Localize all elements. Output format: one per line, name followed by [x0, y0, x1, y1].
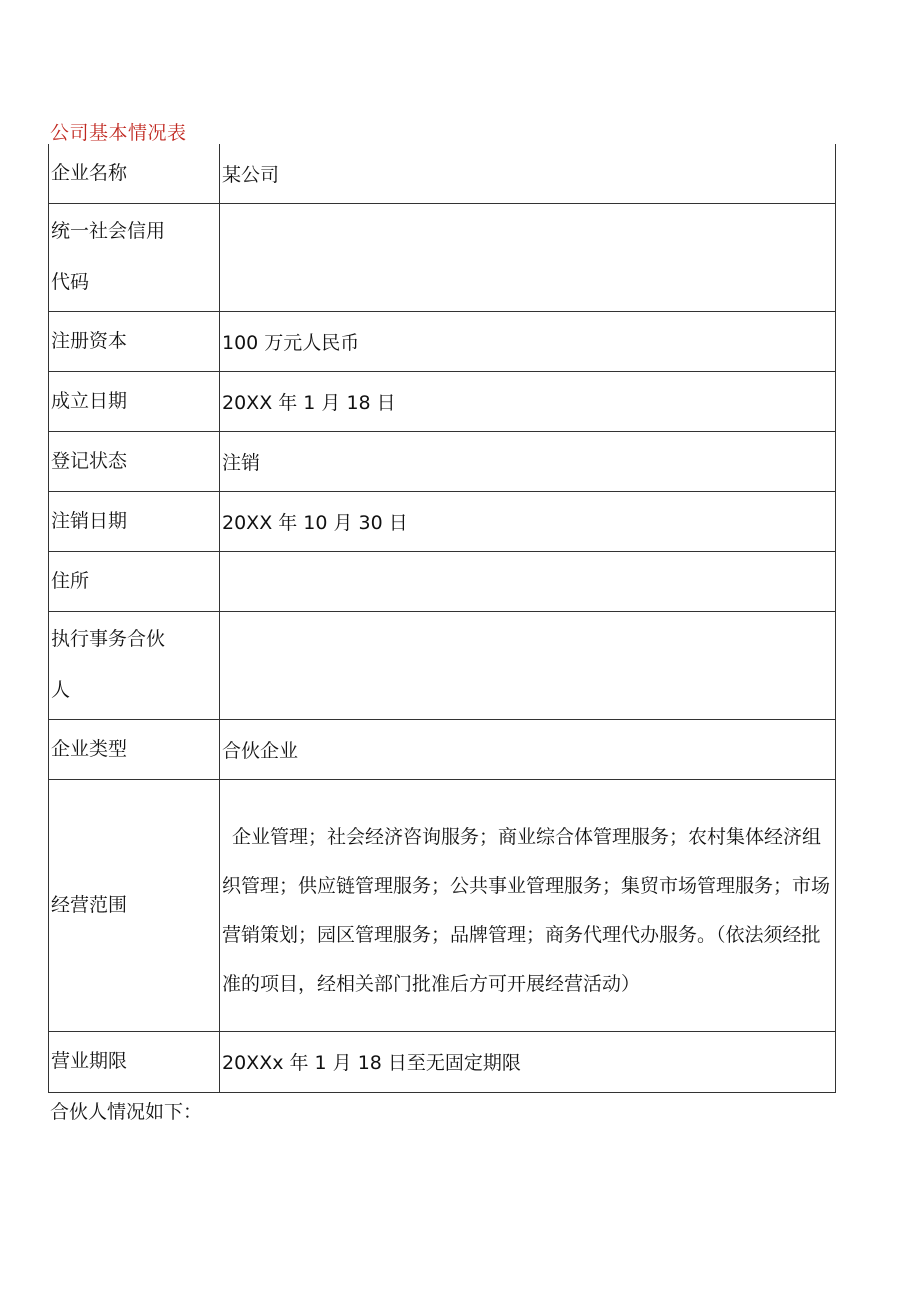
table-row [49, 491, 836, 551]
table-row [49, 431, 836, 491]
row-label: 住所 [49, 551, 220, 611]
row-label: 注销日期 [49, 491, 220, 551]
row-label: 企业名称 [49, 144, 220, 203]
table-row [49, 611, 836, 719]
row-label: 执行事务合伙人 [49, 611, 220, 719]
table-row [49, 1031, 836, 1092]
table-row [49, 779, 836, 1031]
table-row [49, 311, 836, 371]
row-value: 注销 [220, 431, 836, 491]
row-value: 20XXx 年 1 月 18 日至无固定期限 [220, 1031, 836, 1092]
table-row [49, 551, 836, 611]
row-value [220, 611, 836, 719]
row-label: 成立日期 [49, 371, 220, 431]
table-row [49, 203, 836, 311]
row-value [220, 551, 836, 611]
row-value [220, 203, 836, 311]
row-value: 20XX 年 1 月 18 日 [220, 371, 836, 431]
row-value: 合伙企业 [220, 719, 836, 779]
row-label: 企业类型 [49, 719, 220, 779]
row-value: 20XX 年 10 月 30 日 [220, 491, 836, 551]
row-label: 注册资本 [49, 311, 220, 371]
table-title: 公司基本情况表 [50, 122, 187, 144]
company-info-table [48, 144, 836, 1093]
partners-intro: 合伙人情况如下： [50, 1101, 203, 1123]
row-value: 某公司 [220, 144, 836, 203]
row-label: 经营范围 [49, 779, 220, 1031]
row-label: 统一社会信用代码 [49, 203, 220, 311]
table-row [49, 371, 836, 431]
table-row [49, 144, 836, 203]
row-label: 登记状态 [49, 431, 220, 491]
table-row [49, 719, 836, 779]
row-label: 营业期限 [49, 1031, 220, 1092]
row-value: 企业管理；社会经济咨询服务；商业综合体管理服务；农村集体经济组织管理；供应链管理服务；公共事业管理服务；集贸市场管理服务；市场营销策划；园区管理服务；品牌管理；商务代理代办服务。（依法须经批准的项目，经相关部门批准后方可开展经营活动） [220, 779, 836, 1031]
row-value: 100 万元人民币 [220, 311, 836, 371]
